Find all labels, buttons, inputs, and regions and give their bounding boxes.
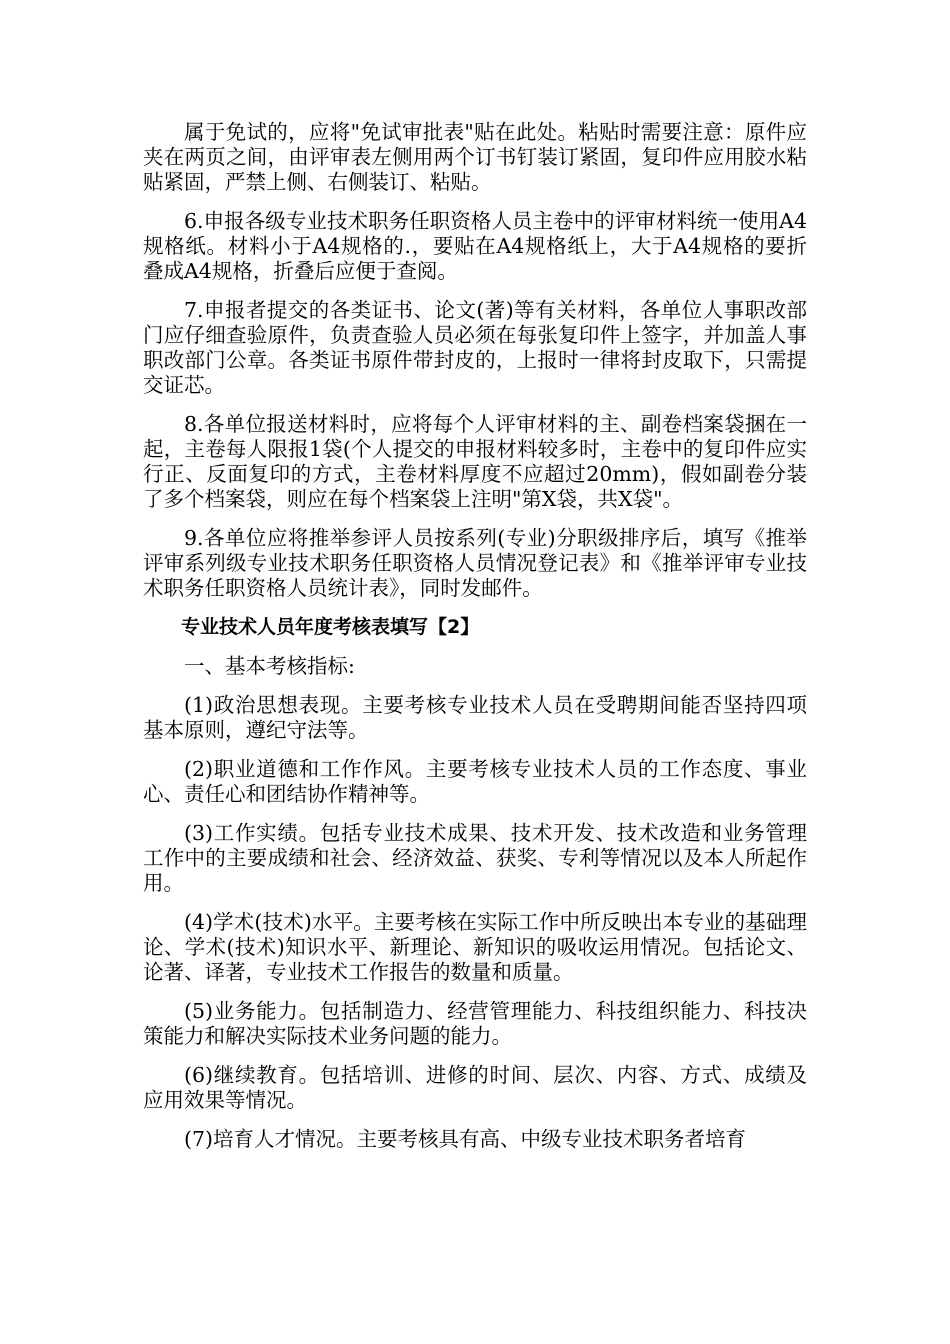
section-heading: 专业技术人员年度考核表填写【2】 xyxy=(181,616,480,638)
paragraph-indicator-1: (1)政治思想表现。主要考核专业技术人员在受聘期间能否坚持四项基本原则，遵纪守法等。 xyxy=(143,693,807,742)
paragraph-paste-instructions: 属于免试的，应将"免试审批表"贴在此处。粘贴时需要注意：原件应夹在两页之间，由评审表左侧用两个订书钉装订紧固，复印件应用胶水粘贴紧固，严禁上侧、右侧装订、粘贴。 xyxy=(143,120,807,194)
paragraph-item-7: 7.申报者提交的各类证书、论文(著)等有关材料，各单位人事职改部门应仔细查验原件，负责查验人员必须在每张复印件上签字，并加盖人事职改部门公章。各类证书原件带封皮的，上报时一律将封皮取下，只需提交证芯。 xyxy=(143,298,807,397)
paragraph-basic-indicators: 一、基本考核指标: xyxy=(184,654,355,678)
paragraph-indicator-5: (5)业务能力。包括制造力、经营管理能力、科技组织能力、科技决策能力和解决实际技术业务问题的能力。 xyxy=(143,999,807,1048)
paragraph-item-8: 8.各单位报送材料时，应将每个人评审材料的主、副卷档案袋捆在一起，主卷每人限报1袋(个人提交的申报材料较多时，主卷中的复印件应实行正、反面复印的方式，主卷材料厚度不应超过20mm)，假如副卷分装了多个档案袋，则应在每个档案袋上注明"第X袋，共X袋"。 xyxy=(143,412,807,511)
document-page xyxy=(143,120,807,1166)
paragraph-indicator-6: (6)继续教育。包括培训、进修的时间、层次、内容、方式、成绩及应用效果等情况。 xyxy=(143,1063,807,1112)
paragraph-indicator-4: (4)学术(技术)水平。主要考核在实际工作中所反映出本专业的基础理论、学术(技术)知识水平、新理论、新知识的吸收运用情况。包括论文、论著、译著，专业技术工作报告的数量和质量。 xyxy=(143,910,807,984)
paragraph-indicator-7: (7)培育人才情况。主要考核具有高、中级专业技术职务者培育 xyxy=(184,1127,747,1151)
paragraph-indicator-2: (2)职业道德和工作作风。主要考核专业技术人员的工作态度、事业心、责任心和团结协作精神等。 xyxy=(143,757,807,806)
paragraph-item-9: 9.各单位应将推举参评人员按系列(专业)分职级排序后，填写《推举评审系列级专业技术职务任职资格人员情况登记表》和《推举评审专业技术职务任职资格人员统计表》，同时发邮件。 xyxy=(143,526,807,600)
paragraph-item-6: 6.申报各级专业技术职务任职资格人员主卷中的评审材料统一使用A4规格纸。材料小于A4规格的.，要贴在A4规格纸上，大于A4规格的要折叠成A4规格，折叠后应便于查阅。 xyxy=(143,209,807,283)
paragraph-indicator-3: (3)工作实绩。包括专业技术成果、技术开发、技术改造和业务管理工作中的主要成绩和社会、经济效益、获奖、专利等情况以及本人所起作用。 xyxy=(143,821,807,895)
